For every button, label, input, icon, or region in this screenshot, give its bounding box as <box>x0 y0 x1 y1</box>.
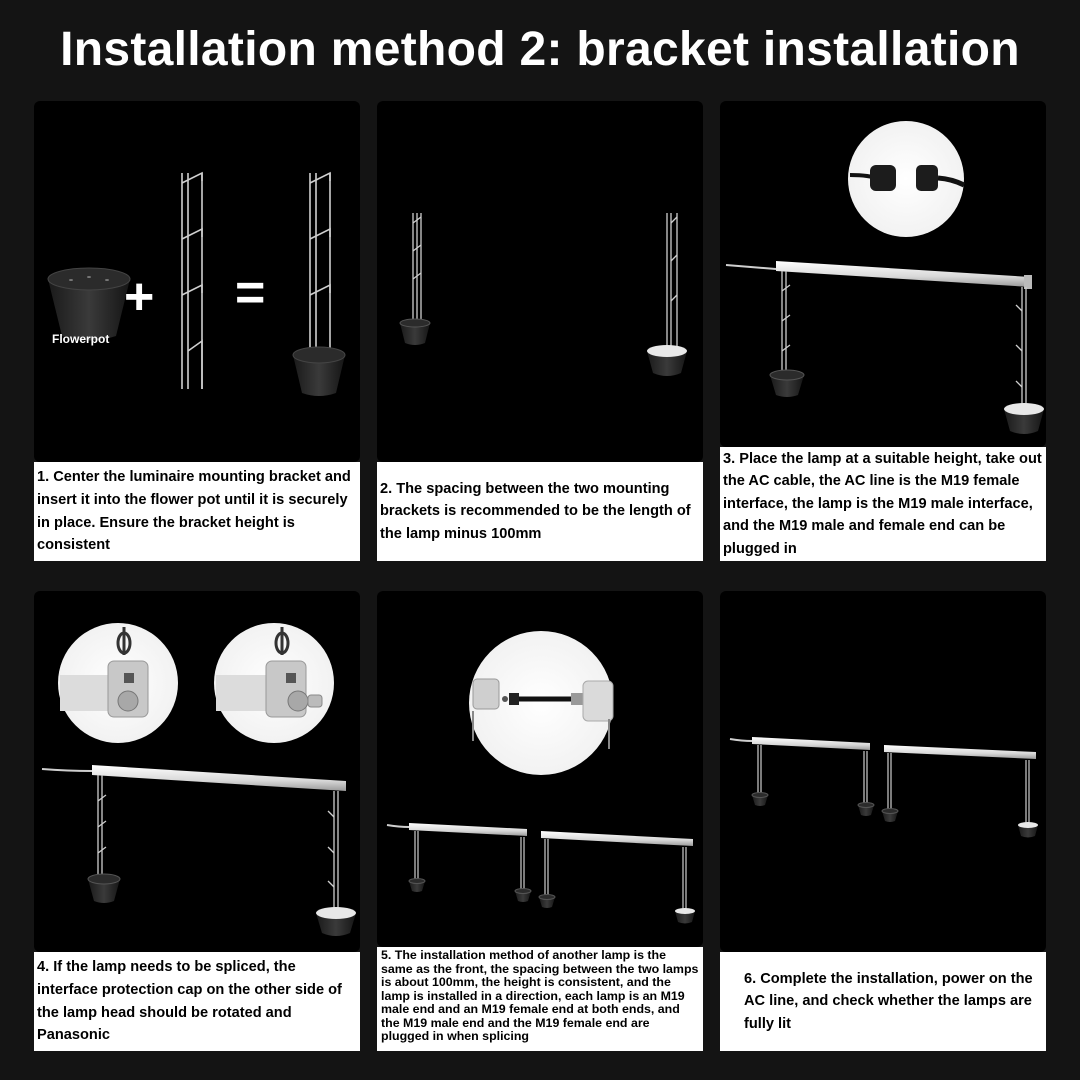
brackets-icon <box>88 775 356 936</box>
pots-icon <box>752 793 1038 838</box>
step-6-image <box>720 591 1046 952</box>
splice-zoom-circle <box>469 631 613 775</box>
equals-sign: = <box>235 264 266 322</box>
step-4-image <box>34 591 360 952</box>
lamp-head-zoom-circle-right <box>214 623 334 743</box>
step-1-image <box>34 101 360 462</box>
lamp-head-zoom-circle-left <box>58 623 178 743</box>
brackets-icon <box>770 271 1044 434</box>
bracket-right-icon <box>647 213 687 376</box>
connector-zoom-circle <box>848 121 964 237</box>
step-2-caption: 2. The spacing between the two mounting brackets is recommended to be the length of the lamp minus 100mm <box>377 462 703 561</box>
bracket-in-pot-icon <box>293 173 345 396</box>
plus-sign: + <box>124 268 155 326</box>
step-3-image <box>720 101 1046 447</box>
flowerpot-label: Flowerpot <box>52 332 110 346</box>
lamp-icon <box>42 765 346 791</box>
step-6-caption: 6. Complete the installation, power on the AC line, and check whether the lamps are fully lit <box>720 952 1046 1051</box>
step-2-image <box>377 101 703 462</box>
bracket-icon <box>182 173 202 389</box>
step-5-caption: 5. The installation method of another lamp is the same as the front, the spacing between the two lamps is about 100mm, the height is consistent, and the lamp is installed in a direction, each lamp is an M19 male end and an M19 female end at both ends, and the M19 male end and the M19 female end are plugged in when splicing <box>377 947 703 1051</box>
step-3-caption: 3. Place the lamp at a suitable height, take out the AC cable, the AC line is the M19 female interface, the lamp is the M19 male interface, and the M19 male and female end can be plugged in <box>720 447 1046 561</box>
pots-icon <box>409 879 695 924</box>
lamp-icon <box>726 261 1032 289</box>
lamps-icon <box>730 737 1036 759</box>
step-4-caption: 4. If the lamp needs to be spliced, the interface protection cap on the other side of the lamp head should be rotated and Panasonic <box>34 952 360 1051</box>
flowerpot-icon <box>48 268 130 341</box>
lamps-icon <box>387 823 693 846</box>
step-5-image <box>377 591 703 947</box>
step-1-caption: 1. Center the luminaire mounting bracket and insert it into the flower pot until it is securely in place. Ensure the bracket height is consistent <box>34 462 360 561</box>
bracket-left-icon <box>400 213 430 345</box>
page-title: Installation method 2: bracket installation <box>60 23 1020 76</box>
